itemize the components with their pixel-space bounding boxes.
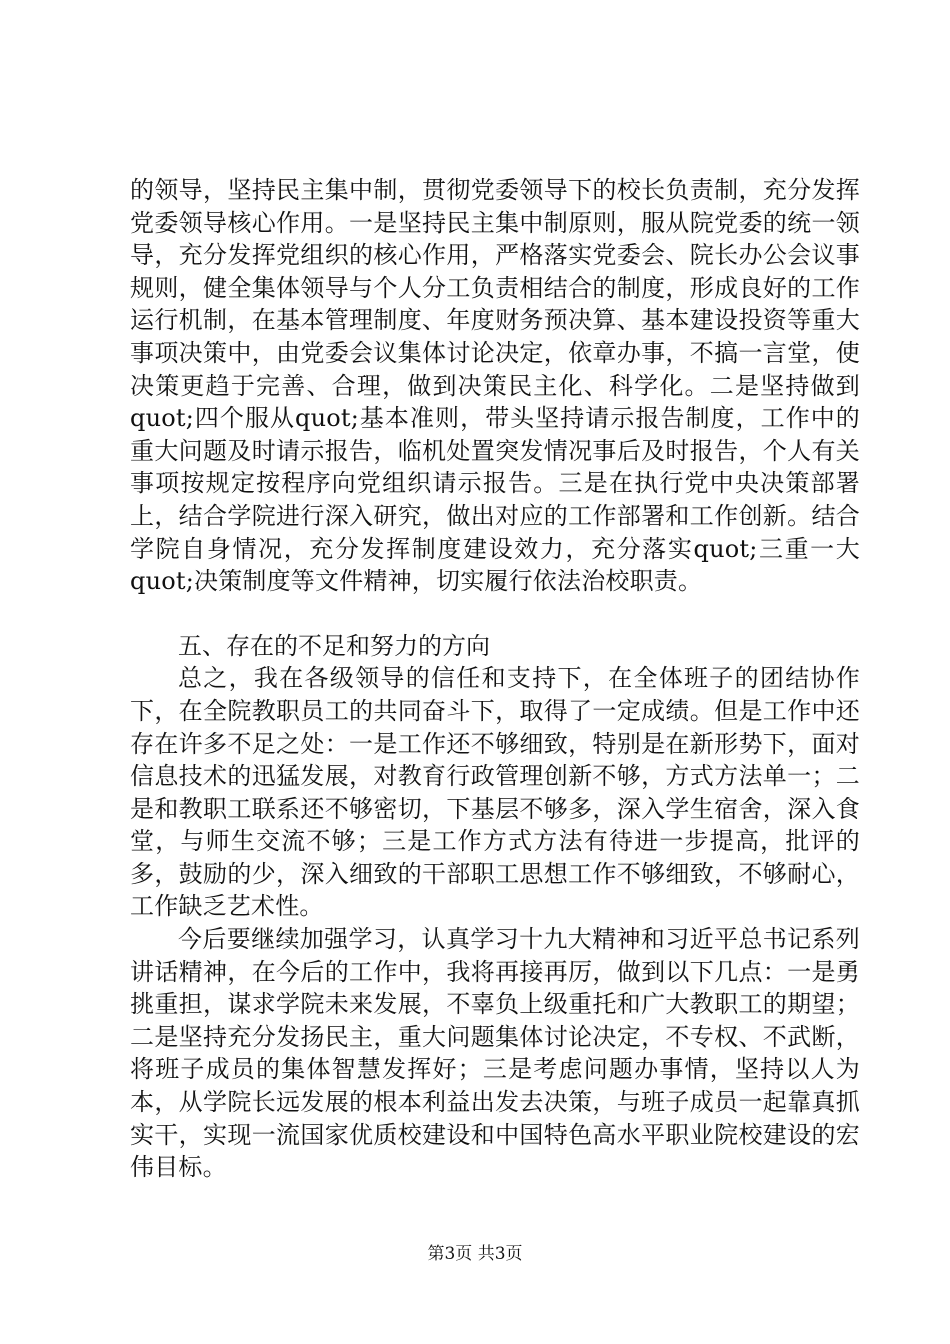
paragraph-summary-shortcomings: 总之，我在各级领导的信任和支持下，在全体班子的团结协作下，在全院教职员工的共同奋斗下，取得了一定成绩。但是工作中还存在许多不足之处：一是工作还不够细致，特别是在新形势下，面对信息技术的迅猛发展，对教育行政管理创新不够，方式方法单一；二是和教职工联系还不够密切，下基层不够多，深入学生宿舍，深入食堂，与师生交流不够；三是工作方式方法有待进一步提高，批评的多，鼓励的少，深入细致的干部职工思想工作不够细致，不够耐心，工作缺乏艺术性。 bbox=[130, 664, 860, 921]
paragraph-party-leadership: 的领导，坚持民主集中制，贯彻党委领导下的校长负责制，充分发挥党委领导核心作用。一是坚持民主集中制原则，服从院党委的统一领导，充分发挥党组织的核心作用，严格落实党委会、院长办公会议事规则，健全集体领导与个人分工负责相结合的制度，形成良好的工作运行机制，在基本管理制度、年度财务预决算、基本建设投资等重大事项决策中，由党委会议集体讨论决定，依章办事，不搞一言堂，使决策更趋于完善、合理，做到决策民主化、科学化。二是坚持做到quot;四个服从quot;基本准则，带头坚持请示报告制度，工作中的重大问题及时请示报告，临机处置突发情况事后及时报告，个人有关事项按规定按程序向党组织请示报告。三是在执行党中央决策部署上，结合学院进行深入研究，做出对应的工作部署和工作创新。结合学院自身情况，充分发挥制度建设效力，充分落实quot;三重一大quot;决策制度等文件精神，切实履行依法治校职责。 bbox=[130, 176, 860, 596]
document-body bbox=[130, 174, 860, 1184]
section-heading-shortcomings: 五、存在的不足和努力的方向 bbox=[178, 631, 490, 660]
paragraph-future-plans: 今后要继续加强学习，认真学习十九大精神和习近平总书记系列讲话精神，在今后的工作中，我将再接再厉，做到以下几点：一是勇挑重担，谋求学院未来发展，不辜负上级重托和广大教职工的期望；二是坚持充分发扬民主，重大问题集体讨论决定，不专权、不武断，将班子成员的集体智慧发挥好；三是考虑问题办事情，坚持以人为本，从学院长远发展的根本利益出发去决策，与班子成员一起靠真抓实干，实现一流国家优质校建设和中国特色高水平职业院校建设的宏伟目标。 bbox=[130, 925, 860, 1182]
page-footer: 第3页 共3页 bbox=[427, 1244, 523, 1264]
